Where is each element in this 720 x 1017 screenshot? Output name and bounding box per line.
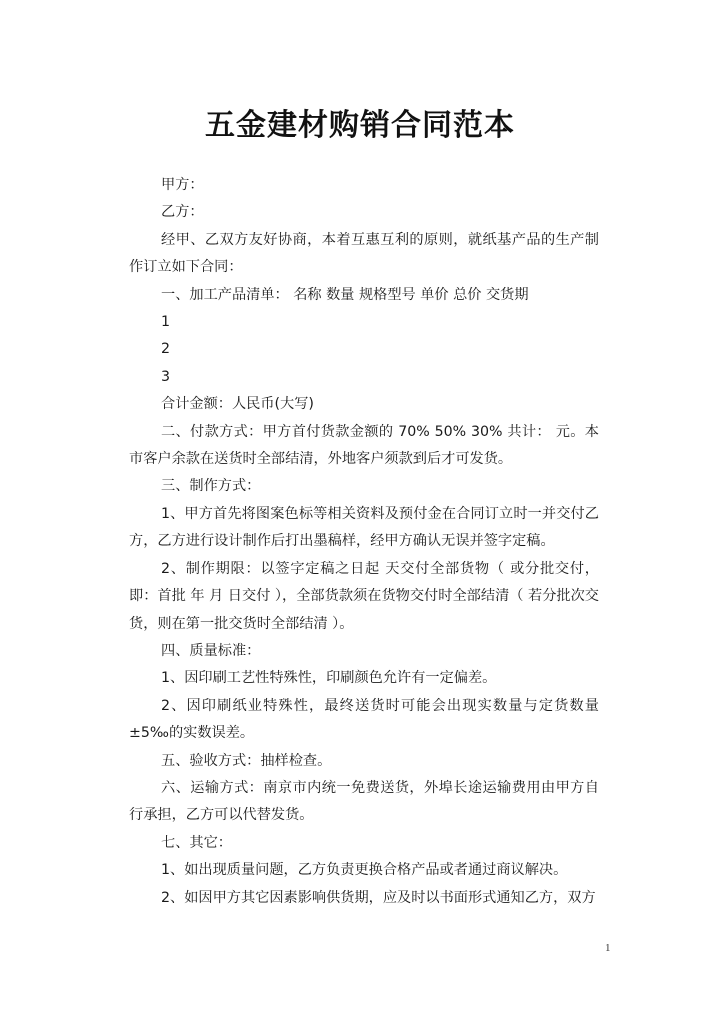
- paragraph-production-2: 2、制作期限：以签字定稿之日起 天交付全部货物（ 或分批交付，即：首批 年 月 日交付 ），全部货款须在货物交付时全部结清（ 若分批次交货，则在第一批交货时全部结清 ）。: [129, 560, 599, 632]
- paragraph-production-1: 1、甲方首先将图案色标等相关资料及预付金在合同订立时一并交付乙方，乙方进行设计制作后打出墨稿样，经甲方确认无误并签字定稿。: [129, 505, 599, 550]
- paragraph-quality-1: 1、因印刷工艺性特殊性，印刷颜色允许有一定偏差。: [161, 670, 497, 687]
- page-number: 1: [605, 942, 611, 954]
- paragraph-other-1: 1、如出现质量问题，乙方负责更换合格产品或者通过商议解决。: [161, 862, 568, 879]
- paragraph-acceptance: 五、验收方式：抽样检查。: [161, 752, 332, 769]
- paragraph-item-2: 2: [161, 341, 171, 358]
- paragraph-production-heading: 三、制作方式：: [161, 478, 261, 495]
- paragraph-transport: 六、运输方式：南京市内统一免费送货，外埠长途运输费用由甲方自行承担，乙方可以代替发货。: [129, 779, 599, 824]
- paragraph-party-a: 甲方：: [161, 177, 204, 193]
- paragraph-payment-terms: 二、付款方式：甲方首付货款金额的 70% 50% 30% 共计： 元。本市客户余款在送货时全部结清，外地客户须款到后才可发货。: [129, 423, 599, 468]
- paragraph-item-1: 1: [161, 314, 171, 331]
- paragraph-total-amount: 合计金额：人民币(大写): [161, 396, 314, 413]
- document-body: [129, 172, 599, 912]
- paragraph-party-b: 乙方：: [161, 204, 204, 221]
- paragraph-other-2: 2、如因甲方其它因素影响供货期，应及时以书面形式通知乙方，双方: [161, 889, 596, 906]
- paragraph-quality-heading: 四、质量标准：: [161, 642, 261, 659]
- paragraph-product-list-heading: 一、加工产品清单： 名称 数量 规格型号 单价 总价 交货期: [161, 286, 529, 303]
- paragraph-item-3: 3: [161, 368, 171, 385]
- paragraph-other-heading: 七、其它：: [161, 834, 232, 851]
- document-title: 五金建材购销合同范本: [205, 108, 515, 143]
- paragraph-preamble: 经甲、乙双方友好协商，本着互惠互利的原则，就纸基产品的生产制作订立如下合同：: [129, 231, 599, 276]
- paragraph-quality-2: 2、因印刷纸业特殊性，最终送货时可能会出现实数量与定货数量±5‰的实数误差。: [129, 697, 599, 742]
